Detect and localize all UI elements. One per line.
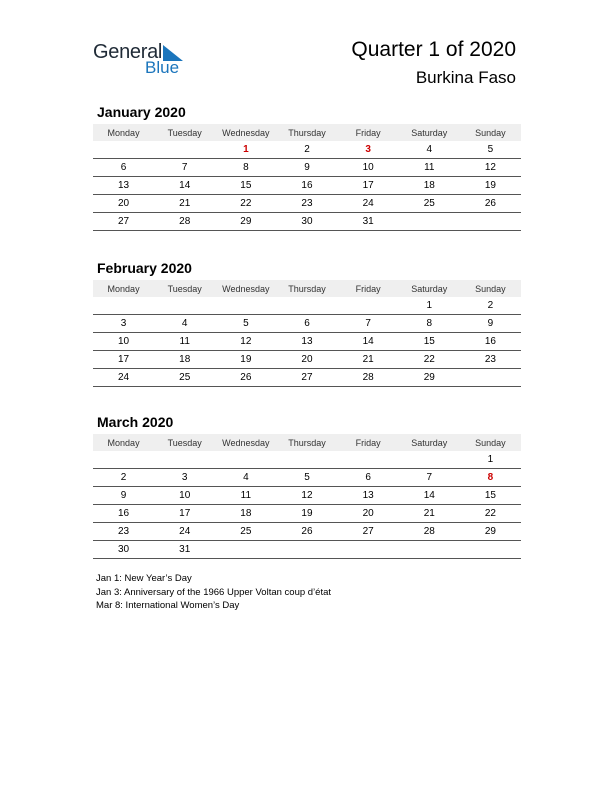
weekday-label: Sunday (475, 437, 506, 448)
month-block (93, 414, 521, 559)
week-row (93, 469, 521, 487)
day-cell: 3 (120, 318, 127, 329)
weekday-label: Tuesday (167, 127, 202, 138)
day-cell: 8 (243, 162, 249, 173)
month-title: March 2020 (97, 414, 174, 430)
day-cell: 2 (487, 300, 494, 311)
day-cell: 26 (301, 526, 313, 537)
day-cell: 5 (487, 144, 494, 155)
day-cell: 13 (118, 180, 130, 191)
weekday-label: Thursday (288, 437, 326, 448)
day-cell: 9 (487, 318, 494, 329)
day-cell: 19 (484, 180, 496, 191)
week-row (93, 451, 521, 469)
week-row (93, 487, 521, 505)
day-cell: 17 (118, 354, 130, 365)
day-cell: 8 (426, 318, 433, 329)
day-cell: 12 (240, 336, 252, 347)
day-cell: 1 (487, 454, 494, 465)
weekday-label: Saturday (411, 283, 448, 294)
week-row (93, 213, 521, 231)
day-cell: 21 (362, 354, 374, 365)
day-cell: 11 (240, 490, 252, 501)
day-cell: 11 (179, 336, 190, 347)
week-row (93, 369, 521, 387)
day-cell: 27 (362, 526, 374, 537)
day-cell: 7 (181, 162, 188, 173)
weekday-label: Friday (355, 127, 381, 138)
day-cell: 14 (423, 490, 435, 501)
holiday-note: Jan 1: New Year’s Day (96, 573, 192, 584)
day-cell: 3 (365, 144, 371, 155)
day-cell: 24 (179, 526, 191, 537)
day-cell: 31 (362, 216, 374, 227)
day-cell: 16 (484, 336, 496, 347)
day-cell: 3 (181, 472, 188, 483)
day-cell: 6 (304, 318, 310, 329)
day-cell: 25 (423, 198, 435, 209)
weekday-label: Monday (107, 283, 140, 294)
day-cell: 25 (240, 526, 252, 537)
day-cell: 15 (484, 490, 496, 501)
weekday-label: Wednesday (222, 283, 270, 294)
week-row (93, 523, 521, 541)
day-cell: 23 (484, 354, 496, 365)
day-cell: 21 (179, 198, 191, 209)
weekday-label: Saturday (411, 127, 448, 138)
week-row (93, 297, 521, 315)
weekday-label: Wednesday (222, 127, 270, 138)
week-row (93, 333, 521, 351)
weekday-header (93, 434, 521, 451)
logo-text-general: General (93, 41, 163, 63)
weekday-label: Monday (107, 127, 140, 138)
day-cell: 27 (301, 372, 313, 383)
day-cell: 24 (362, 198, 374, 209)
day-cell: 4 (426, 144, 433, 155)
day-cell: 30 (301, 216, 313, 227)
month-block (93, 260, 521, 387)
day-cell: 26 (240, 372, 252, 383)
day-cell: 23 (301, 198, 313, 209)
day-cell: 14 (179, 180, 191, 191)
day-cell: 4 (243, 472, 249, 483)
day-cell: 13 (362, 490, 374, 501)
day-cell: 20 (118, 198, 130, 209)
day-cell: 10 (179, 490, 191, 501)
day-cell: 2 (304, 144, 310, 155)
day-cell: 28 (362, 372, 374, 383)
day-cell: 20 (362, 508, 374, 519)
month-title: January 2020 (97, 104, 186, 120)
day-cell: 11 (424, 162, 435, 173)
week-row (93, 351, 521, 369)
day-cell: 29 (240, 216, 252, 227)
day-cell: 4 (181, 318, 188, 329)
weekday-label: Sunday (475, 127, 506, 138)
weekday-label: Friday (355, 437, 381, 448)
weekday-label: Friday (355, 283, 381, 294)
day-cell: 13 (301, 336, 313, 347)
day-cell: 28 (423, 526, 435, 537)
day-cell: 17 (362, 180, 374, 191)
day-cell: 15 (240, 180, 252, 191)
holiday-notes (96, 572, 331, 613)
day-cell: 12 (484, 162, 496, 173)
day-cell: 29 (423, 372, 435, 383)
weekday-header (93, 124, 521, 141)
day-cell: 15 (423, 336, 435, 347)
day-cell: 7 (365, 318, 371, 329)
weekday-label: Monday (107, 437, 140, 448)
day-cell: 10 (362, 162, 374, 173)
day-cell: 22 (484, 508, 496, 519)
day-cell: 9 (120, 490, 127, 501)
day-cell: 17 (179, 508, 191, 519)
day-cell: 18 (179, 354, 191, 365)
week-row (93, 177, 521, 195)
month-block (93, 104, 521, 231)
day-cell: 18 (423, 180, 435, 191)
day-cell: 6 (120, 162, 127, 173)
weekday-label: Saturday (411, 437, 448, 448)
week-row (93, 541, 521, 559)
holiday-note: Mar 8: International Women’s Day (96, 600, 240, 611)
day-cell: 23 (118, 526, 130, 537)
day-cell: 28 (179, 216, 191, 227)
day-cell: 24 (118, 372, 130, 383)
day-cell: 5 (243, 318, 249, 329)
logo-text-blue: Blue (145, 58, 180, 77)
weekday-label: Wednesday (222, 437, 270, 448)
day-cell: 16 (118, 508, 130, 519)
day-cell: 22 (423, 354, 435, 365)
day-cell: 19 (240, 354, 252, 365)
day-cell: 2 (120, 472, 127, 483)
weekday-label: Tuesday (167, 283, 202, 294)
week-row (93, 159, 521, 177)
day-cell: 26 (484, 198, 496, 209)
day-cell: 10 (118, 336, 130, 347)
week-row (93, 505, 521, 523)
week-row (93, 195, 521, 213)
day-cell: 20 (301, 354, 313, 365)
weekday-label: Tuesday (167, 437, 202, 448)
weekday-label: Sunday (475, 283, 506, 294)
page-title: Quarter 1 of 2020 (351, 38, 516, 61)
day-cell: 6 (365, 472, 371, 483)
week-row (93, 315, 521, 333)
holiday-note: Jan 3: Anniversary of the 1966 Upper Voltan coup d’état (96, 586, 332, 598)
day-cell: 9 (304, 162, 310, 173)
day-cell: 7 (426, 472, 433, 483)
day-cell: 8 (487, 472, 494, 483)
weekday-header (93, 280, 521, 297)
day-cell: 5 (304, 472, 310, 483)
day-cell: 27 (118, 216, 130, 227)
brand-logo (93, 41, 193, 81)
day-cell: 1 (243, 144, 249, 155)
day-cell: 29 (484, 526, 496, 537)
month-title: February 2020 (97, 260, 192, 276)
day-cell: 14 (362, 336, 374, 347)
day-cell: 12 (301, 490, 313, 501)
day-cell: 31 (179, 544, 191, 555)
country-name: Burkina Faso (415, 68, 516, 87)
day-cell: 22 (240, 198, 252, 209)
day-cell: 25 (179, 372, 191, 383)
day-cell: 21 (423, 508, 435, 519)
week-row (93, 141, 521, 159)
weekday-label: Thursday (288, 283, 326, 294)
day-cell: 30 (118, 544, 130, 555)
weekday-label: Thursday (288, 127, 326, 138)
day-cell: 19 (301, 508, 313, 519)
day-cell: 18 (240, 508, 252, 519)
day-cell: 16 (301, 180, 313, 191)
day-cell: 1 (426, 300, 433, 311)
